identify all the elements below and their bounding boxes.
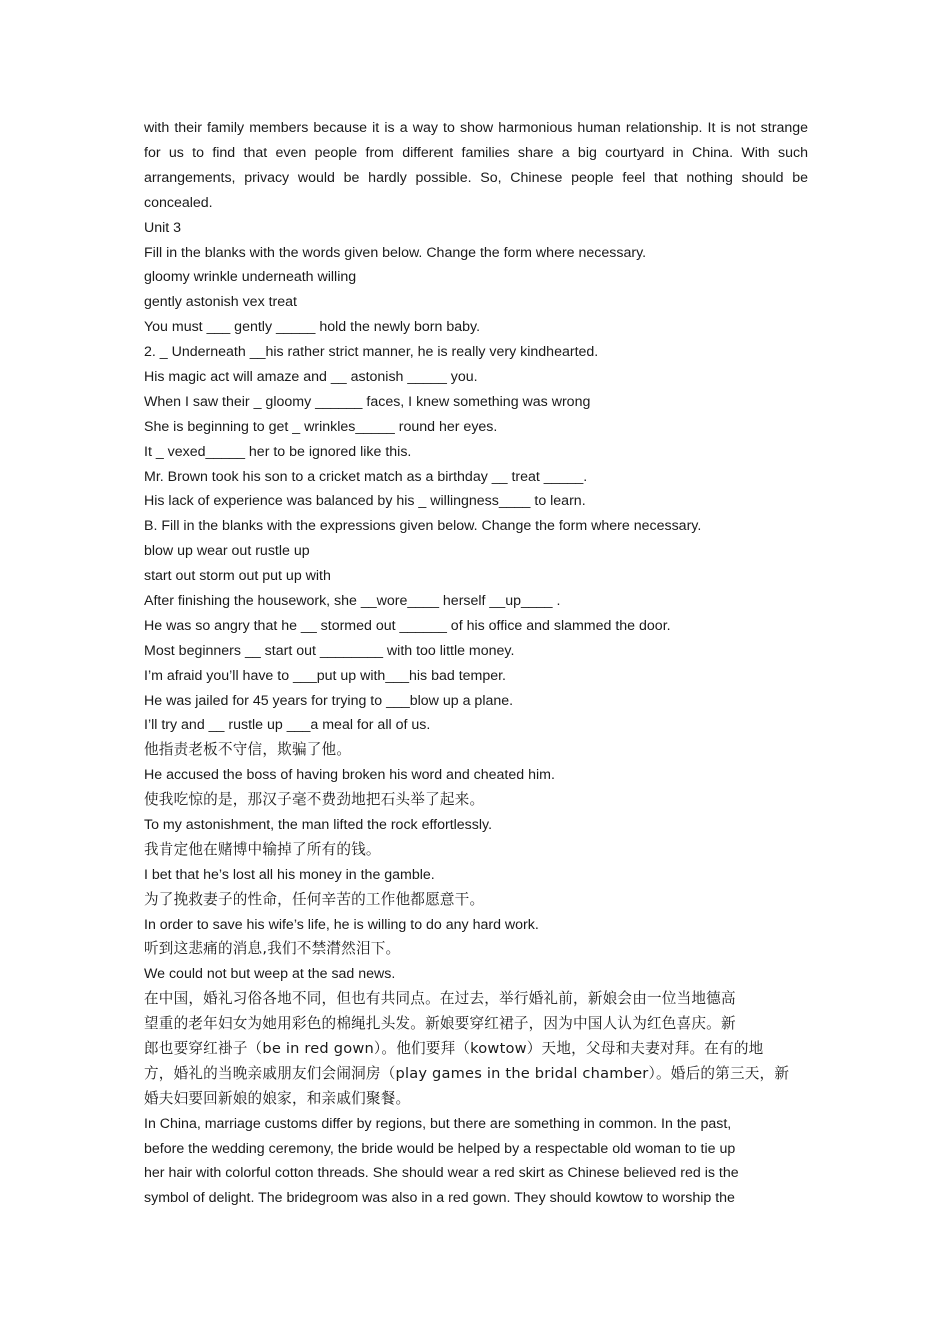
intro-paragraph: with their family members because it is a way to show harmonious human relationship. It is not strange for us to find that even people from different families share a big courtyard in China. With such arrangements, privacy would be hardly possible. So, Chinese people feel that nothing should be concealed.	[144, 120, 808, 211]
passage-chinese-line: 郎也要穿红褂子（be in red gown）。他们要拜（kowtow）天地，父母和夫妻对拜。在有的地	[144, 1040, 764, 1058]
exercise-item: I’m afraid you’ll have to ___put up with___his bad temper.	[144, 667, 507, 684]
passage-chinese-line: 方，婚礼的当晚亲戚朋友们会闹洞房（play games in the bridal chamber）。婚后的第三天，新	[144, 1064, 790, 1082]
exercise-item: After finishing the housework, she __wore____ herself __up____ .	[144, 592, 561, 609]
exercise-item: Most beginners __ start out ________ with too little money.	[144, 642, 515, 659]
exercise-item: She is beginning to get _ wrinkles_____ round her eyes.	[144, 418, 498, 435]
unit-heading: Unit 3	[144, 219, 182, 236]
translation-english: He accused the boss of having broken his word and cheated him.	[144, 767, 555, 784]
exercise-item: I’ll try and __ rustle up ___a meal for all of us.	[144, 717, 431, 734]
passage-chinese-line: 在中国，婚礼习俗各地不同，但也有共同点。在过去，举行婚礼前，新娘会由一位当地德高	[144, 990, 736, 1008]
translation-chinese: 他指责老板不守信，欺骗了他。	[144, 741, 352, 759]
section-a-instruction: Fill in the blanks with the words given below. Change the form where necessary.	[144, 244, 647, 261]
translation-english: To my astonishment, the man lifted the rock effortlessly.	[144, 817, 493, 833]
passage-english-line: before the wedding ceremony, the bride would be helped by a respectable old woman to tie up	[144, 1140, 736, 1157]
translation-chinese: 使我吃惊的是，那汉子毫不费劲地把石头举了起来。	[144, 791, 485, 809]
exercise-item: 2. _ Underneath __his rather strict manner, he is really very kindhearted.	[144, 344, 599, 361]
section-b-instruction: B. Fill in the blanks with the expressions given below. Change the form where necessary.	[144, 518, 702, 535]
translation-english: I bet that he’s lost all his money in the gamble.	[144, 866, 435, 883]
passage-english-line: In China, marriage customs differ by regions, but there are something in common. In the past,	[144, 1115, 732, 1132]
passage-english-line: symbol of delight. The bridegroom was also in a red gown. They should kowtow to worship the	[144, 1190, 735, 1207]
translation-english: In order to save his wife’s life, he is willing to do any hard work.	[144, 916, 539, 933]
passage-chinese-line: 婚夫妇要回新娘的娘家，和亲戚们聚餐。	[144, 1089, 411, 1107]
translation-chinese: 听到这悲痛的消息,我们不禁潸然泪下。	[144, 940, 401, 958]
translation-chinese: 为了挽救妻子的性命，任何辛苦的工作他都愿意干。	[144, 890, 485, 908]
exercise-item: Mr. Brown took his son to a cricket match as a birthday __ treat _____.	[144, 468, 588, 485]
translation-chinese: 我肯定他在赌博中输掉了所有的钱。	[144, 840, 381, 858]
exercise-item: He was so angry that he __ stormed out ______ of his office and slammed the door.	[144, 617, 671, 634]
passage-chinese-line: 望重的老年妇女为她用彩色的棉绳扎头发。新娘要穿红裙子，因为中国人认为红色喜庆。新	[144, 1015, 736, 1033]
translation-english: We could not but weep at the sad news.	[144, 966, 396, 983]
exercise-item: When I saw their _ gloomy ______ faces, I knew something was wrong	[144, 393, 591, 410]
phrase-bank-line: blow up wear out rustle up	[144, 543, 310, 560]
exercise-item: His lack of experience was balanced by his _ willingness____ to learn.	[144, 493, 586, 510]
exercise-item: His magic act will amaze and __ astonish _____ you.	[144, 368, 478, 385]
passage-english-line: her hair with colorful cotton threads. She should wear a red skirt as Chinese believed red is the	[144, 1165, 739, 1182]
exercise-item: You must ___ gently _____ hold the newly born baby.	[144, 319, 481, 336]
exercise-item: He was jailed for 45 years for trying to ___blow up a plane.	[144, 692, 514, 709]
word-bank-line: gently astonish vex treat	[144, 294, 297, 311]
word-bank-line: gloomy wrinkle underneath willing	[144, 269, 357, 286]
document-body	[144, 116, 808, 1211]
exercise-item: It _ vexed_____ her to be ignored like this.	[144, 443, 412, 460]
phrase-bank-line: start out storm out put up with	[144, 568, 331, 585]
